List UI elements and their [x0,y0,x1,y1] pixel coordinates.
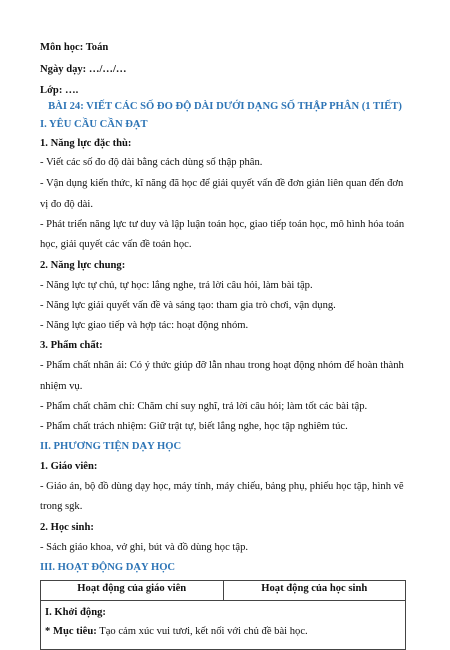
paragraph-line: nhiệm vụ. [40,381,83,392]
subsection-heading-teacher: 1. Giáo viên: [40,461,98,472]
paragraph-line: - Năng lực tự chủ, tự học: lắng nghe, trả lời câu hỏi, làm bài tập. [40,280,313,291]
paragraph-line: học, giải quyết các vấn đề toán học. [40,239,192,250]
section-heading-requirements: I. YÊU CẦU CẦN ĐẠT [40,119,148,130]
paragraph-line: - Năng lực giao tiếp và hợp tác: hoạt động nhóm. [40,320,249,331]
class-label: Lớp: …. [40,85,79,96]
warmup-title: I. Khởi động: [45,607,106,618]
column-header-student: Hoạt động của học sinh [223,581,406,601]
table-header-row [41,581,406,601]
paragraph-line: - Phẩm chất nhân ái: Có ý thức giúp đỡ lẫn nhau trong hoạt động nhóm để hoàn thành [40,360,404,371]
activities-table [40,580,406,650]
lesson-title: BÀI 24: VIẾT CÁC SỐ ĐO ĐỘ DÀI DƯỚI DẠNG SỐ THẬP PHÂN (1 TIẾT) [48,101,402,112]
table-row [41,601,406,650]
table-cell-warmup [41,601,406,650]
section-heading-teaching-aids: II. PHƯƠNG TIỆN DẠY HỌC [40,441,182,452]
paragraph-line: - Sách giáo khoa, vở ghi, bút và đồ dùng học tập. [40,542,249,553]
subject-label: Môn học: Toán [40,42,109,53]
paragraph-line: - Phát triển năng lực tư duy và lập luận toán học, giao tiếp toán học, mô hình hóa toán [40,219,405,230]
paragraph-line: - Vận dụng kiến thức, kĩ năng đã học để giải quyết vấn đề đơn giản liên quan đến đơn [40,178,404,189]
section-heading-activities: III. HOẠT ĐỘNG DẠY HỌC [40,562,176,573]
paragraph-line: - Phẩm chất chăm chỉ: Chăm chỉ suy nghĩ, trả lời câu hỏi; làm tốt các bài tập. [40,401,368,412]
paragraph-line: - Phẩm chất trách nhiệm: Giữ trật tự, biết lắng nghe, học tập nghiêm túc. [40,421,348,432]
paragraph-line: vị đo độ dài. [40,199,93,210]
column-header-teacher: Hoạt động của giáo viên [41,581,224,601]
subsection-heading-students: 2. Học sinh: [40,522,94,533]
subsection-heading-specific-competence: 1. Năng lực đặc thù: [40,138,132,149]
paragraph-line: - Viết các số đo độ dài bằng cách dùng số thập phân. [40,157,263,168]
subsection-heading-general-competence: 2. Năng lực chung: [40,260,126,271]
paragraph-line: trong sgk. [40,501,83,512]
subsection-heading-qualities: 3. Phẩm chất: [40,340,103,351]
paragraph-line: - Giáo án, bộ đồ dùng dạy học, máy tính, máy chiếu, bảng phụ, phiếu học tập, hình vẽ [40,481,404,492]
goal-text: Tạo cảm xúc vui tươi, kết nối với chủ đề bài học. [96,626,308,637]
date-label: Ngày dạy: …/…/… [40,64,127,75]
goal-label: * Mục tiêu: [45,626,97,637]
paragraph-line: - Năng lực giải quyết vấn đề và sáng tạo: tham gia trò chơi, vận dụng. [40,300,336,311]
